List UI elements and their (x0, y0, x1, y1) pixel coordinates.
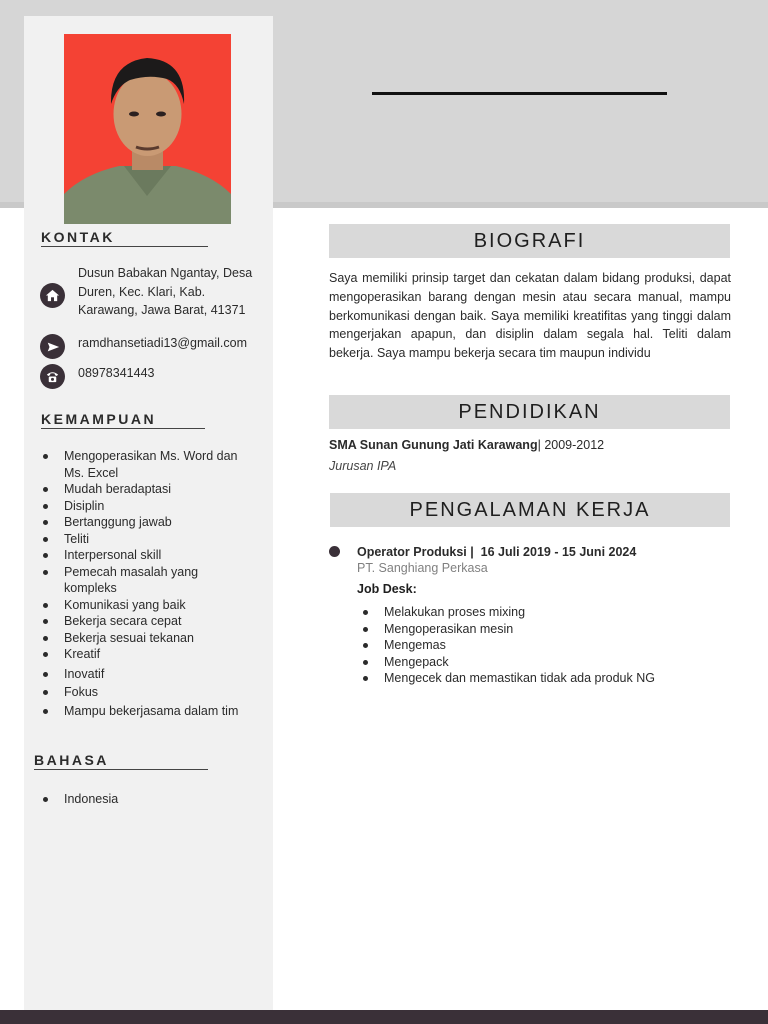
timeline-dot (329, 546, 340, 557)
profile-photo (64, 34, 231, 224)
sidebar (24, 16, 273, 1010)
list-item: Mudah beradaptasi (42, 481, 252, 498)
send-icon (40, 334, 65, 359)
list-item: Mengecek dan memastikan tidak ada produk NG (362, 670, 722, 687)
job-title-line (357, 545, 636, 559)
contact-phone (40, 364, 154, 389)
biography-text: Saya memiliki prinsip target dan cekatan dalam bidang produksi, dapat mengoperasikan barang dengan mesin atau secara manual, mampu berkomunikasi dengan baik. Saya memiliki kreatifitas yang tinggi dalam mengerjakan apapun, dan disiplin dalam segala hal. Teliti dalam bekerja. Saya mampu bekerja secara tim maupun individu (329, 271, 731, 361)
biography-heading: BIOGRAFI (329, 224, 730, 258)
home-icon (40, 283, 65, 308)
list-item: Mengoperasikan mesin (362, 621, 722, 638)
list-item: Bertanggung jawab (42, 514, 252, 531)
list-item: Kreatif (42, 646, 252, 663)
jobdesk-list (362, 604, 722, 687)
skills-heading: KEMAMPUAN (41, 411, 205, 429)
contact-email (40, 334, 247, 359)
education-major: Jurusan IPA (329, 459, 397, 473)
list-item: Mengoperasikan Ms. Word dan Ms. Excel (42, 448, 252, 481)
job-period: 16 Juli 2019 - 15 Juni 2024 (480, 545, 637, 559)
language-list (42, 791, 252, 808)
company-name: PT. Sanghiang Perkasa (357, 561, 488, 575)
list-item: Teliti (42, 531, 252, 548)
list-item: Bekerja secara cepat (42, 613, 252, 630)
name-underline (372, 92, 667, 95)
contact-heading: KONTAK (41, 229, 208, 247)
education-heading: PENDIDIKAN (329, 395, 730, 429)
phone-icon (40, 364, 65, 389)
school-years: | 2009-2012 (537, 438, 605, 452)
address-text: Dusun Babakan Ngantay, Desa Duren, Kec. Klari, Kab. Karawang, Jawa Barat, 41371 (78, 266, 253, 317)
education-line (329, 438, 604, 452)
school-name: SMA Sunan Gunung Jati Karawang (329, 438, 538, 452)
list-item: Pemecah masalah yang kompleks (42, 564, 214, 597)
list-item: Fokus (42, 684, 252, 701)
list-item: Indonesia (42, 791, 252, 808)
email-text[interactable]: ramdhansetiadi13@gmail.com (78, 336, 248, 350)
list-item: Melakukan proses mixing (362, 604, 722, 621)
phone-text[interactable]: 08978341443 (78, 366, 155, 380)
contact-address (40, 264, 260, 320)
skills-list (42, 448, 252, 719)
experience-heading: PENGALAMAN KERJA (330, 493, 730, 527)
language-heading: BAHASA (34, 752, 208, 770)
list-item: Mengemas (362, 637, 722, 654)
list-item: Inovatif (42, 666, 252, 683)
list-item: Mampu bekerjasama dalam tim (42, 703, 252, 720)
list-item: Disiplin (42, 498, 252, 515)
list-item: Interpersonal skill (42, 547, 252, 564)
list-item: Komunikasi yang baik (42, 597, 252, 614)
list-item: Mengepack (362, 654, 722, 671)
footer-bar (0, 1010, 768, 1024)
profile-photo-illustration (64, 34, 231, 224)
jobdesk-label: Job Desk: (357, 582, 417, 596)
job-position: Operator Produksi | (357, 545, 474, 559)
list-item: Bekerja sesuai tekanan (42, 630, 252, 647)
